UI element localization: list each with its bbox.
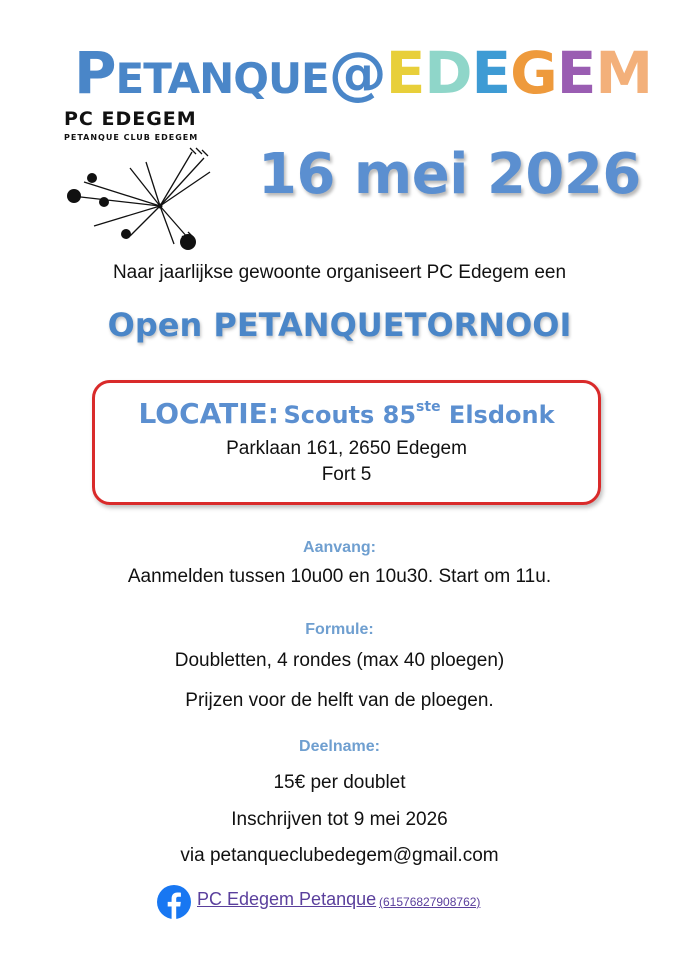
location-venue: Scouts 85ste Elsdonk bbox=[283, 399, 555, 429]
location-line bbox=[95, 397, 598, 430]
club-name: PC EDEGEM bbox=[64, 108, 197, 130]
section-line: Doubletten, 4 rondes (max 40 ploegen) bbox=[174, 650, 505, 671]
facebook-page-name[interactable]: PC Edegem Petanque bbox=[197, 889, 377, 909]
section-heading-aanvang: Aanvang: bbox=[303, 539, 376, 556]
wordmark-letter: D bbox=[424, 39, 472, 107]
wordmark-at: @ bbox=[328, 39, 386, 107]
wordmark-letter: G bbox=[510, 39, 557, 107]
section-heading-formule: Formule: bbox=[305, 621, 374, 638]
petanque-balls-icon bbox=[64, 144, 214, 250]
contact-email[interactable]: via petanqueclubedegem@gmail.com bbox=[180, 845, 499, 866]
section-line: 15€ per doublet bbox=[273, 772, 406, 793]
facebook-icon bbox=[157, 885, 191, 919]
wordmark-letter: E bbox=[385, 39, 425, 107]
section-line: Aanmelden tussen 10u00 en 10u30. Start om 11u. bbox=[127, 566, 552, 587]
section-line: Prijzen voor de helft van de ploegen. bbox=[185, 690, 494, 711]
wordmark-letter: M bbox=[595, 39, 653, 107]
location-label: LOCATIE: bbox=[138, 397, 279, 430]
club-logo bbox=[64, 108, 214, 250]
tournament-title: Open PETANQUETORNOOI bbox=[107, 306, 572, 344]
event-wordmark bbox=[74, 39, 653, 107]
wordmark-etanque: ETANQUE bbox=[115, 54, 329, 103]
location-extra: Fort 5 bbox=[321, 464, 372, 485]
section-line: Inschrijven tot 9 mei 2026 bbox=[231, 809, 448, 830]
wordmark-edegem bbox=[385, 39, 653, 107]
location-box bbox=[92, 380, 601, 505]
facebook-page-id[interactable]: (61576827908762) bbox=[379, 895, 481, 909]
location-address: Parklaan 161, 2650 Edegem bbox=[226, 438, 467, 459]
club-subtitle: PETANQUE CLUB EDEGEM bbox=[64, 133, 199, 142]
wordmark-p: P bbox=[74, 39, 116, 107]
wordmark-letter: E bbox=[471, 39, 511, 107]
section-heading-deelname: Deelname: bbox=[299, 738, 380, 755]
wordmark-letter: E bbox=[556, 39, 596, 107]
intro-text: Naar jaarlijkse gewoonte organiseert PC Edegem een bbox=[112, 262, 567, 283]
event-date: 16 mei 2026 bbox=[258, 142, 641, 207]
